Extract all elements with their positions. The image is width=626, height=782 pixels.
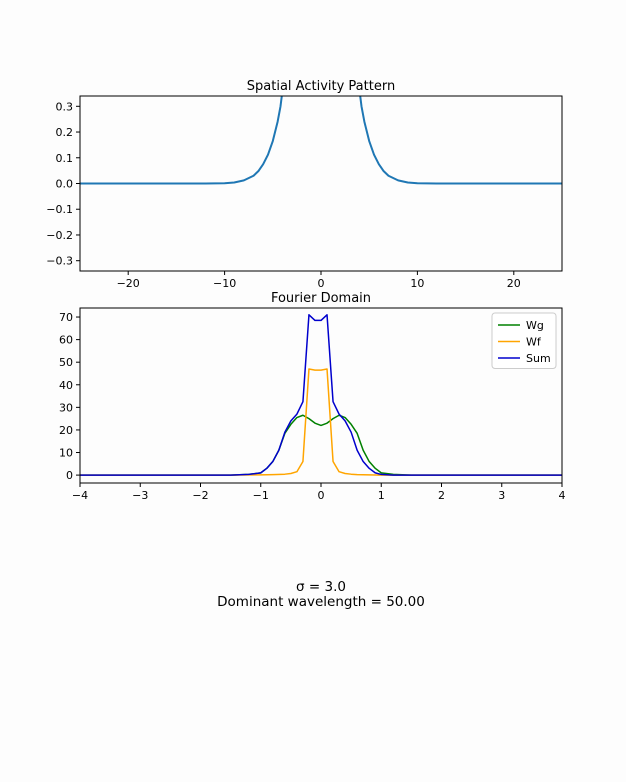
- x-tick-label: 3: [498, 489, 506, 502]
- x-tick-label: 2: [438, 489, 445, 502]
- x-tick-label: 4: [558, 489, 566, 502]
- y-tick-label: 30: [59, 401, 73, 415]
- chart-1: [46, 0, 562, 290]
- y-tick-label: 70: [59, 311, 73, 325]
- series-line-wg: [80, 415, 562, 475]
- x-tick-label: 0: [317, 277, 325, 290]
- y-tick-label: 60: [59, 333, 73, 347]
- chart-title: Fourier Domain: [270, 291, 372, 306]
- y-tick-label: 0.2: [55, 126, 73, 140]
- y-tick-label: −0.1: [46, 203, 73, 217]
- wavelength-annotation: Dominant wavelength = 50.00: [217, 594, 425, 610]
- x-tick-label: −1: [252, 489, 269, 502]
- y-tick-label: 0.3: [55, 100, 73, 114]
- x-tick-label: −2: [192, 489, 209, 502]
- axes-frame: [80, 308, 562, 483]
- y-tick-label: 50: [59, 356, 73, 370]
- sigma-annotation: σ = 3.0: [296, 579, 346, 595]
- y-tick-label: 10: [59, 446, 73, 460]
- y-tick-label: 20: [59, 423, 73, 437]
- x-tick-label: −20: [116, 277, 140, 290]
- x-tick-label: −10: [212, 277, 237, 290]
- legend: [492, 313, 556, 369]
- y-tick-label: 40: [59, 378, 73, 392]
- chart-2: [59, 291, 566, 502]
- x-tick-label: 20: [506, 277, 521, 290]
- y-tick-label: 0.1: [55, 151, 73, 165]
- series-line-sum: [80, 315, 562, 475]
- chart-title: Spatial Activity Pattern: [246, 79, 396, 94]
- x-tick-label: 1: [377, 489, 385, 502]
- y-tick-label: −0.2: [46, 228, 73, 242]
- legend-label-wg: Wg: [526, 319, 544, 332]
- x-tick-label: 0: [317, 489, 325, 502]
- legend-label-wf: Wf: [526, 335, 541, 349]
- y-tick-label: −0.3: [46, 254, 73, 268]
- y-tick-label: 0.0: [55, 177, 73, 191]
- x-tick-label: −4: [71, 489, 89, 502]
- x-tick-label: 10: [410, 277, 425, 290]
- x-tick-label: −3: [132, 489, 149, 502]
- legend-label-sum: Sum: [526, 352, 551, 365]
- series-line-wf: [80, 369, 562, 475]
- y-tick-label: 0: [66, 469, 73, 483]
